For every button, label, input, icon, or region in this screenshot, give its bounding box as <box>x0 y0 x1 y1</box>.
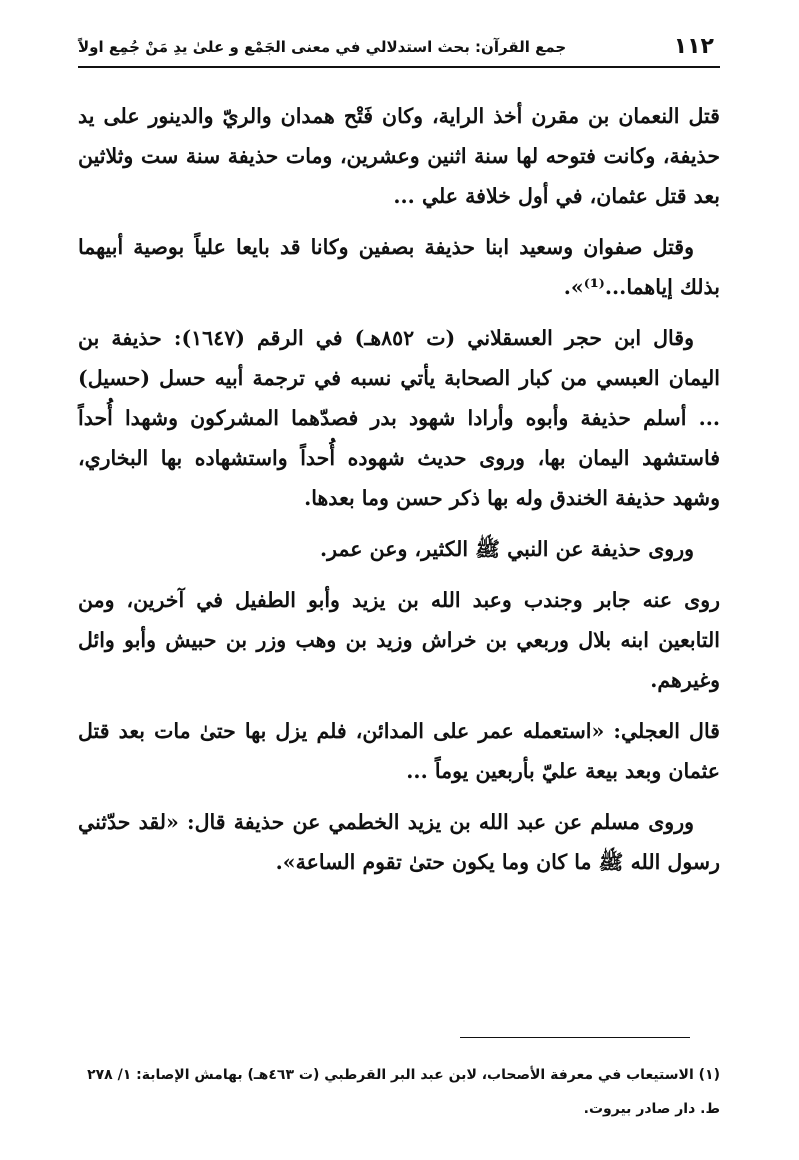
footnote-divider <box>460 1037 690 1038</box>
footnote-text: (١) الاستيعاب في معرفة الأصحاب، لابن عبد البر القرطبي (ت ٤٦٣هـ) بهامش الإصابة: ١/ ٢٧٨ ط. دار صادر بيروت. <box>87 1067 720 1117</box>
footnote <box>78 1058 720 1126</box>
paragraph: وقتل صفوان وسعيد ابنا حذيفة بصفين وكانا قد بايعا علياً بوصية أبيهما بذلك إياهما...⁽¹⁾». <box>78 235 720 299</box>
main-text <box>78 96 720 893</box>
running-title: جمع القرآن: بحث استدلالي في معنى الجَمْع و علىٰ يدِ مَنْ جُمِع اولاً <box>78 38 567 56</box>
paragraph: قتل النعمان بن مقرن أخذ الراية، وكان فَتْح همدان والريّ والدينور على يد حذيفة، وكانت فتوحه لها سنة اثنين وعشرين، ومات حذيفة سنة ست وثلاثين بعد قتل عثمان، في أول خلافة علي ... <box>78 104 720 208</box>
paragraph: وروى حذيفة عن النبي ﷺ الكثير، وعن عمر. <box>319 537 694 561</box>
paragraph: وقال ابن حجر العسقلاني (ت ٨٥٢هـ) في الرقم (١٦٤٧): حذيفة بن اليمان العبسي من كبار الصحابة يأتي نسبه في ترجمة أبيه حسل (حسيل) ... أسلم حذيفة وأبوه وأرادا شهود بدر فصدّهما المشركون وشهدا أُحداً فاستشهد اليمان بها، وروى حديث شهوده أُحداً واستشهاده بها البخاري، وشهد حذيفة الخندق وله بها ذكر حسن وما بعدها. <box>78 326 720 510</box>
paragraph: روى عنه جابر وجندب وعبد الله بن يزيد وأبو الطفيل في آخرين، ومن التابعين ابنه بلال وربعي بن خراش وزيد بن وهب وزر بن حبيش وأبو وائل وغيرهم. <box>78 588 720 692</box>
paragraph: قال العجلي: «استعمله عمر على المدائن، فلم يزل بها حتىٰ مات بعد قتل عثمان وبعد بيعة عليّ بأربعين يوماً ... <box>78 719 720 783</box>
page-header <box>78 30 720 68</box>
paragraph: وروى مسلم عن عبد الله بن يزيد الخطمي عن حذيفة قال: «لقد حدّثني رسول الله ﷺ ما كان وما يكون حتىٰ تقوم الساعة». <box>78 810 720 874</box>
page-number: ١١٢ <box>673 34 714 59</box>
